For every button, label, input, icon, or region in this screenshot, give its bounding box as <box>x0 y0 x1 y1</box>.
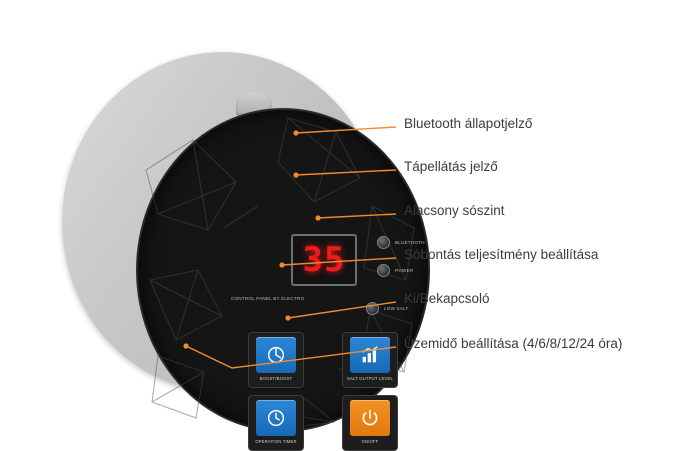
power-icon <box>350 400 390 436</box>
callout-on-off: Ki/Bekapcsoló <box>404 291 490 306</box>
boost-button-caption: BOOST/BOOST <box>259 376 293 381</box>
clock-icon <box>256 400 296 436</box>
display-screen <box>291 234 357 286</box>
callout-power: Tápellátás jelző <box>404 159 498 174</box>
led-indicator-icon <box>377 236 390 249</box>
indicator-power-label: POWER <box>395 268 414 273</box>
power-button[interactable] <box>342 395 398 451</box>
device-housing <box>62 52 425 444</box>
timer-button-caption: OPERATION TIMER <box>255 439 297 444</box>
boost-button[interactable] <box>248 332 304 388</box>
panel-brand-label: CONTROL PANEL BY ELECTRO <box>231 296 305 301</box>
display-value: 35 <box>302 240 346 280</box>
callout-timer: Üzemidő beállítása (4/6/8/12/24 óra) <box>404 336 623 351</box>
power-button-caption: ON/OFF <box>361 439 379 444</box>
callout-low-salt: Alacsony sószint <box>404 203 505 218</box>
indicator-power <box>377 264 413 277</box>
indicator-bluetooth-label: BLUETOOTH <box>395 240 425 245</box>
salt-output-button[interactable] <box>342 332 398 388</box>
callout-salt-output: Sóbontás teljesítmény beállítása <box>404 247 599 262</box>
indicator-low-salt <box>366 302 409 315</box>
boost-icon <box>256 337 296 373</box>
device-control-panel <box>138 110 428 444</box>
salt-output-button-caption: SALT OUTPUT LEVEL <box>347 376 393 381</box>
led-indicator-icon <box>366 302 379 315</box>
bar-chart-icon <box>350 337 390 373</box>
timer-button[interactable] <box>248 395 304 451</box>
indicator-low-salt-label: LOW SALT <box>384 306 409 311</box>
panel-brand-text <box>231 296 304 301</box>
callout-bluetooth: Bluetooth állapotjelző <box>404 116 533 131</box>
led-indicator-icon <box>377 264 390 277</box>
